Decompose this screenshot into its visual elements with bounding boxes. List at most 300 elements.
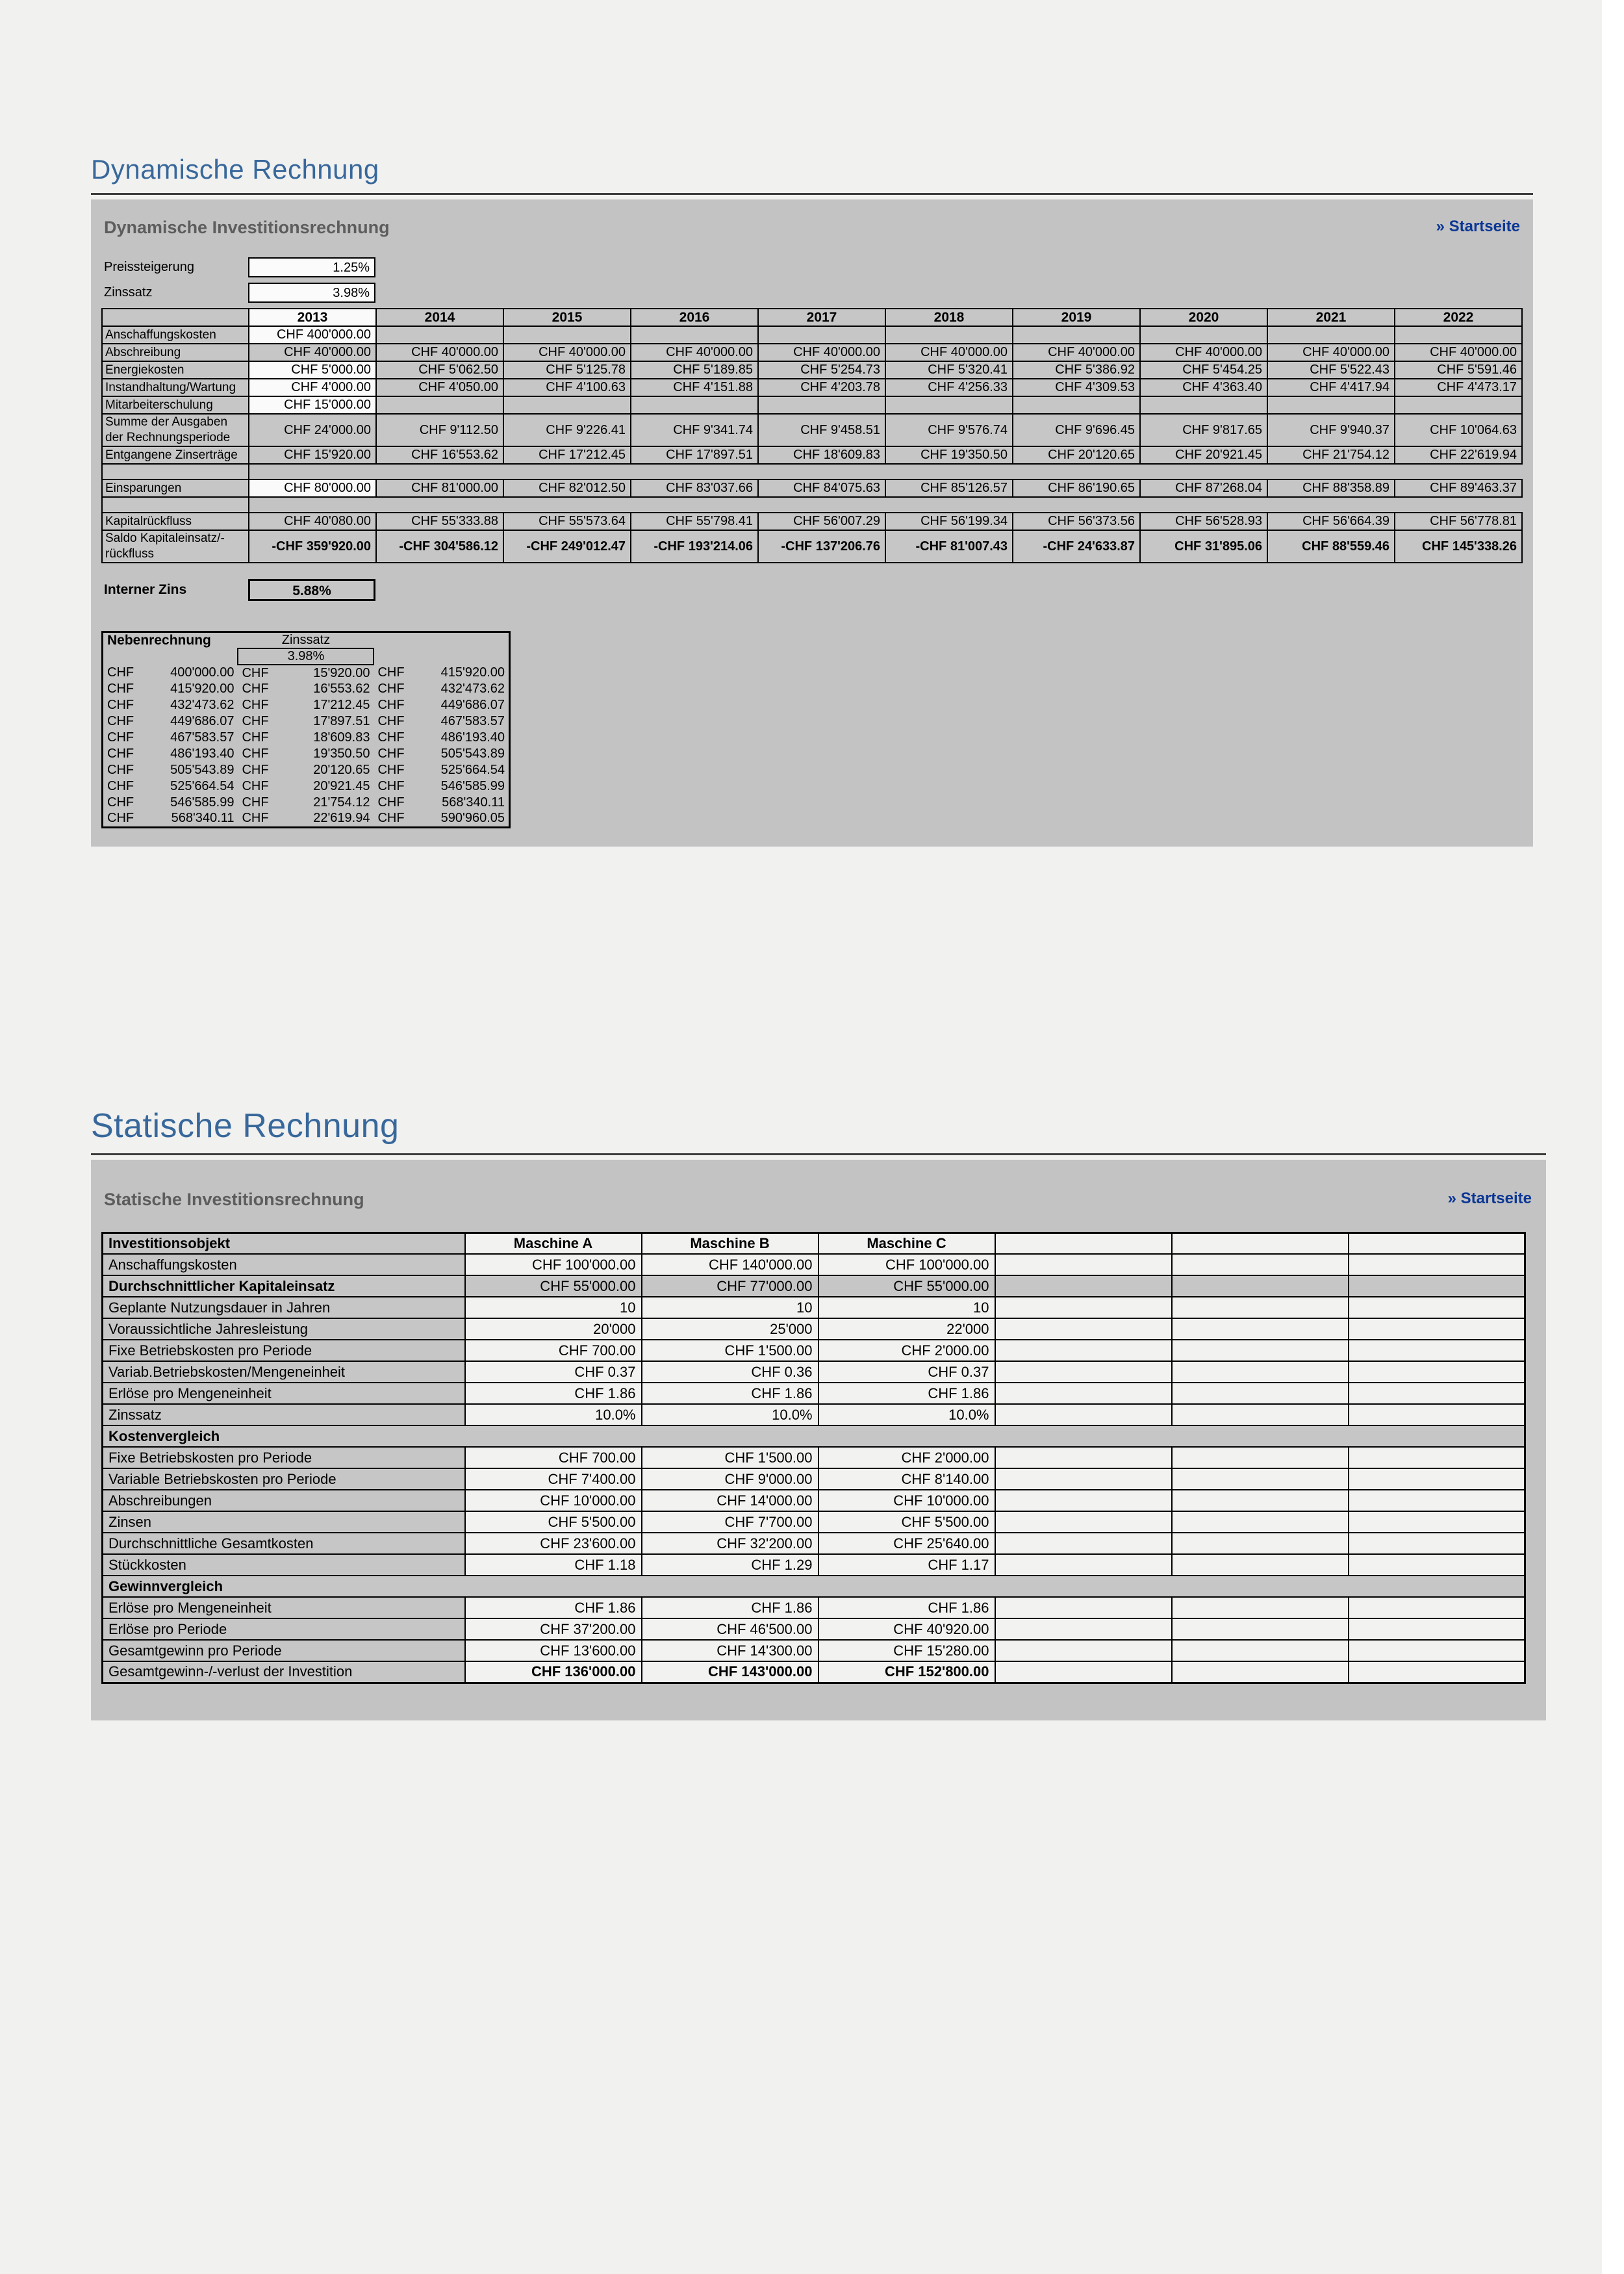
empty-cell [1349, 1533, 1525, 1554]
empty-cell [1172, 1533, 1349, 1554]
value-cell: CHF 100'000.00 [465, 1254, 642, 1275]
table-row [102, 530, 1522, 563]
value-cell: CHF 20'921.45 [1140, 446, 1267, 464]
row-label: Erlöse pro Mengeneinheit [103, 1383, 465, 1404]
startseite-link[interactable]: » Startseite [1447, 1189, 1532, 1207]
year-column-header: 2014 [376, 309, 503, 326]
value-cell: 25'000 [642, 1318, 818, 1340]
value-cell: CHF 1.17 [818, 1554, 995, 1576]
value-cell: 10 [465, 1297, 642, 1318]
amount-cell: 486'193.40 [408, 730, 510, 746]
side-calc-body [103, 665, 510, 827]
machine-column-header: Maschine A [465, 1233, 642, 1254]
table-row [102, 497, 1522, 513]
value-cell: CHF 40'000.00 [249, 344, 376, 361]
row-label: Variab.Betriebskosten/Mengeneinheit [103, 1361, 465, 1383]
currency-cell: CHF [238, 795, 272, 811]
value-cell: CHF 21'754.12 [1267, 446, 1395, 464]
dynamic-panel-header [101, 212, 1523, 238]
value-cell: CHF 140'000.00 [642, 1254, 818, 1275]
preissteigerung-input[interactable]: 1.25% [248, 257, 375, 277]
value-cell: CHF 56'528.93 [1140, 513, 1267, 530]
value-cell: CHF 40'080.00 [249, 513, 376, 530]
value-cell: CHF 77'000.00 [642, 1275, 818, 1297]
value-cell: CHF 84'075.63 [758, 479, 885, 497]
amount-cell: 449'686.07 [408, 697, 510, 713]
empty-cell [995, 1404, 1172, 1425]
value-cell: CHF 56'373.56 [1013, 513, 1140, 530]
value-cell: CHF 152'800.00 [818, 1661, 995, 1683]
value-cell: CHF 25'640.00 [818, 1533, 995, 1554]
value-cell: CHF 23'600.00 [465, 1533, 642, 1554]
value-cell: CHF 143'000.00 [642, 1661, 818, 1683]
empty-cell [1349, 1618, 1525, 1640]
value-cell: CHF 10'064.63 [1395, 414, 1522, 446]
value-cell: CHF 55'798.41 [631, 513, 758, 530]
currency-cell: CHF [238, 730, 272, 746]
table-row [103, 1340, 1525, 1361]
value-cell: CHF 5'454.25 [1140, 361, 1267, 379]
currency-cell: CHF [103, 762, 136, 778]
value-cell: CHF 0.36 [642, 1361, 818, 1383]
currency-cell: CHF [238, 681, 272, 697]
table-row [103, 1297, 1525, 1318]
row-label: Erlöse pro Mengeneinheit [103, 1597, 465, 1618]
value-cell: CHF 14'300.00 [642, 1640, 818, 1661]
value-cell: CHF 1.86 [465, 1383, 642, 1404]
value-cell: CHF 15'280.00 [818, 1640, 995, 1661]
empty-cell [995, 1618, 1172, 1640]
amount-cell: 467'583.57 [136, 730, 238, 746]
table-row [102, 446, 1522, 464]
table-row [103, 1447, 1525, 1468]
side-calc-row [103, 697, 510, 713]
input-cell[interactable]: CHF 5'000.00 [249, 361, 376, 379]
value-cell: CHF 5'386.92 [1013, 361, 1140, 379]
value-cell: CHF 9'458.51 [758, 414, 885, 446]
year-column-header: 2013 [249, 309, 376, 326]
amount-cell: 17'897.51 [272, 713, 374, 730]
value-cell: CHF 100'000.00 [818, 1254, 995, 1275]
row-label: Anschaffungskosten [103, 1254, 465, 1275]
currency-cell: CHF [103, 795, 136, 811]
section-dynamic [91, 154, 1602, 847]
value-cell [885, 396, 1013, 414]
side-calc-row [103, 713, 510, 730]
empty-cell [995, 1597, 1172, 1618]
internal-rate-row [101, 579, 1523, 601]
table-row [102, 379, 1522, 396]
currency-cell: CHF [374, 795, 407, 811]
value-cell [1013, 396, 1140, 414]
input-cell[interactable]: CHF 400'000.00 [249, 326, 376, 344]
empty-cell [1349, 1383, 1525, 1404]
value-cell: CHF 83'037.66 [631, 479, 758, 497]
amount-cell: 568'340.11 [136, 811, 238, 827]
value-cell [631, 326, 758, 344]
empty-cell [1172, 1383, 1349, 1404]
dynamic-panel-title: Dynamische Investitionsrechnung [104, 218, 390, 237]
value-cell: CHF 1.18 [465, 1554, 642, 1576]
input-cell[interactable]: CHF 15'000.00 [249, 396, 376, 414]
value-cell: 10 [818, 1297, 995, 1318]
empty-cell [995, 1447, 1172, 1468]
value-cell: CHF 56'778.81 [1395, 513, 1522, 530]
value-cell: CHF 136'000.00 [465, 1661, 642, 1683]
empty-cell [1172, 1640, 1349, 1661]
value-cell: CHF 9'112.50 [376, 414, 503, 446]
amount-cell: 525'664.54 [136, 778, 238, 795]
amount-cell: 19'350.50 [272, 746, 374, 762]
row-label: Durchschnittliche Gesamtkosten [103, 1533, 465, 1554]
value-cell: CHF 5'320.41 [885, 361, 1013, 379]
empty-cell [995, 1275, 1172, 1297]
value-cell: CHF 40'000.00 [885, 344, 1013, 361]
currency-cell: CHF [374, 730, 407, 746]
table-row [103, 1318, 1525, 1340]
empty-cell [995, 1254, 1172, 1275]
table-row [103, 1275, 1525, 1297]
value-cell: -CHF 81'007.43 [885, 530, 1013, 563]
amount-cell: 21'754.12 [272, 795, 374, 811]
value-cell: CHF 17'897.51 [631, 446, 758, 464]
currency-cell: CHF [103, 746, 136, 762]
table-header-row [102, 309, 1522, 326]
side-calc-row [103, 681, 510, 697]
row-label: Zinssatz [103, 1404, 465, 1425]
value-cell: CHF 8'140.00 [818, 1468, 995, 1490]
side-calc-row [103, 811, 510, 827]
static-panel-title: Statische Investitionsrechnung [104, 1189, 364, 1209]
row-label: Voraussichtliche Jahresleistung [103, 1318, 465, 1340]
value-cell: CHF 24'000.00 [249, 414, 376, 446]
empty-cell [995, 1361, 1172, 1383]
empty-cell [1349, 1404, 1525, 1425]
empty-cell [1172, 1361, 1349, 1383]
side-calc-row [103, 795, 510, 811]
value-cell: CHF 85'126.57 [885, 479, 1013, 497]
empty-cell [995, 1233, 1172, 1254]
currency-cell: CHF [238, 746, 272, 762]
value-cell [503, 326, 631, 344]
table-header-row [103, 1233, 1525, 1254]
value-cell: CHF 55'333.88 [376, 513, 503, 530]
value-cell: CHF 89'463.37 [1395, 479, 1522, 497]
table-row [102, 464, 1522, 479]
value-cell: CHF 40'000.00 [1013, 344, 1140, 361]
dynamic-parameters [101, 257, 1523, 303]
row-label: Erlöse pro Periode [103, 1618, 465, 1640]
section-title-static: Statische Rechnung [91, 1106, 400, 1145]
value-cell: CHF 10'000.00 [818, 1490, 995, 1511]
empty-cell [1172, 1447, 1349, 1468]
divider [91, 193, 1533, 195]
amount-cell: 590'960.05 [408, 811, 510, 827]
static-table [101, 1232, 1526, 1684]
value-cell: CHF 40'000.00 [1267, 344, 1395, 361]
value-cell: CHF 88'358.89 [1267, 479, 1395, 497]
row-label: Durchschnittlicher Kapitaleinsatz [103, 1275, 465, 1297]
row-label: Anschaffungskosten [102, 326, 249, 344]
value-cell: CHF 40'000.00 [758, 344, 885, 361]
amount-cell: 505'543.89 [408, 746, 510, 762]
value-cell: 22'000 [818, 1318, 995, 1340]
value-cell: CHF 56'199.34 [885, 513, 1013, 530]
currency-cell: CHF [238, 713, 272, 730]
currency-cell: CHF [238, 697, 272, 713]
amount-cell: 505'543.89 [136, 762, 238, 778]
value-cell: CHF 9'817.65 [1140, 414, 1267, 446]
value-cell: CHF 37'200.00 [465, 1618, 642, 1640]
amount-cell: 400'000.00 [136, 665, 238, 681]
currency-cell: CHF [374, 811, 407, 827]
table-row [102, 513, 1522, 530]
currency-cell: CHF [103, 778, 136, 795]
value-cell: CHF 1.86 [818, 1383, 995, 1404]
value-cell: CHF 82'012.50 [503, 479, 631, 497]
table-row [103, 1254, 1525, 1275]
empty-cell [1349, 1554, 1525, 1576]
empty-cell [1172, 1340, 1349, 1361]
currency-cell: CHF [103, 681, 136, 697]
value-cell: 10.0% [818, 1404, 995, 1425]
row-label: Einsparungen [102, 479, 249, 497]
empty-cell [1349, 1361, 1525, 1383]
empty-cell [1349, 1490, 1525, 1511]
value-cell: 10.0% [642, 1404, 818, 1425]
value-cell: CHF 81'000.00 [376, 479, 503, 497]
parameter-row [101, 257, 1523, 277]
value-cell [1395, 326, 1522, 344]
value-cell: CHF 1.86 [642, 1383, 818, 1404]
value-cell: CHF 1.86 [465, 1597, 642, 1618]
table-row [102, 344, 1522, 361]
table-row [102, 414, 1522, 446]
currency-cell: CHF [374, 681, 407, 697]
value-cell: CHF 9'940.37 [1267, 414, 1395, 446]
value-cell: CHF 14'000.00 [642, 1490, 818, 1511]
value-cell: CHF 15'920.00 [249, 446, 376, 464]
table-row [103, 1554, 1525, 1576]
empty-cell [103, 648, 238, 665]
empty-cell [995, 1468, 1172, 1490]
currency-cell: CHF [374, 778, 407, 795]
row-label: Energiekosten [102, 361, 249, 379]
value-cell: CHF 4'151.88 [631, 379, 758, 396]
empty-cell [1349, 1318, 1525, 1340]
empty-cell [995, 1383, 1172, 1404]
amount-cell: 546'585.99 [136, 795, 238, 811]
empty-cell [995, 1340, 1172, 1361]
value-cell: CHF 55'000.00 [818, 1275, 995, 1297]
value-cell [376, 326, 503, 344]
amount-cell: 415'920.00 [136, 681, 238, 697]
currency-cell: CHF [374, 665, 407, 681]
value-cell [503, 396, 631, 414]
value-cell: CHF 4'256.33 [885, 379, 1013, 396]
value-cell: CHF 5'254.73 [758, 361, 885, 379]
empty-cell [995, 1640, 1172, 1661]
value-cell: CHF 18'609.83 [758, 446, 885, 464]
value-cell: CHF 4'050.00 [376, 379, 503, 396]
year-column-header: 2015 [503, 309, 631, 326]
empty-cell [1172, 1318, 1349, 1340]
side-calculation-table [101, 631, 511, 828]
value-cell: CHF 5'500.00 [818, 1511, 995, 1533]
value-cell [1395, 396, 1522, 414]
empty-cell [1172, 1618, 1349, 1640]
empty-cell [1349, 1511, 1525, 1533]
table-row [103, 1490, 1525, 1511]
table-row [103, 1425, 1525, 1447]
value-cell: CHF 40'000.00 [503, 344, 631, 361]
value-cell: -CHF 193'214.06 [631, 530, 758, 563]
value-cell: CHF 5'500.00 [465, 1511, 642, 1533]
value-cell: CHF 700.00 [465, 1340, 642, 1361]
value-cell: CHF 40'000.00 [631, 344, 758, 361]
row-label: Geplante Nutzungsdauer in Jahren [103, 1297, 465, 1318]
value-cell: CHF 1'500.00 [642, 1340, 818, 1361]
row-label: Entgangene Zinserträge [102, 446, 249, 464]
value-cell [885, 326, 1013, 344]
value-cell: CHF 40'000.00 [1395, 344, 1522, 361]
static-panel [91, 1160, 1546, 1720]
startseite-link[interactable]: » Startseite [1436, 218, 1520, 235]
value-cell: CHF 56'007.29 [758, 513, 885, 530]
value-cell: CHF 145'338.26 [1395, 530, 1522, 563]
empty-cell [1172, 1554, 1349, 1576]
value-cell [1013, 326, 1140, 344]
amount-cell: 22'619.94 [272, 811, 374, 827]
value-cell: CHF 5'522.43 [1267, 361, 1395, 379]
value-cell: CHF 9'341.74 [631, 414, 758, 446]
row-label: Gesamtgewinn-/-verlust der Investition [103, 1661, 465, 1683]
value-cell: CHF 40'000.00 [376, 344, 503, 361]
side-calc-title: Nebenrechnung [103, 632, 238, 649]
side-calc-row [103, 762, 510, 778]
row-label: Fixe Betriebskosten pro Periode [103, 1447, 465, 1468]
spacer-label-cell [102, 464, 249, 479]
empty-cell [374, 648, 509, 665]
row-label: Zinsen [103, 1511, 465, 1533]
empty-cell [1349, 1640, 1525, 1661]
currency-cell: CHF [103, 811, 136, 827]
value-cell: 20'000 [465, 1318, 642, 1340]
value-cell: CHF 1.29 [642, 1554, 818, 1576]
value-cell: CHF 9'226.41 [503, 414, 631, 446]
year-column-header: 2017 [758, 309, 885, 326]
value-cell [1267, 326, 1395, 344]
static-panel-header [101, 1184, 1534, 1210]
table-row [103, 1533, 1525, 1554]
amount-cell: 525'664.54 [408, 762, 510, 778]
section-title-dynamic: Dynamische Rechnung [91, 154, 379, 185]
empty-cell [1349, 1254, 1525, 1275]
input-cell[interactable]: CHF 4'000.00 [249, 379, 376, 396]
value-cell: CHF 13'600.00 [465, 1640, 642, 1661]
side-calc-rate-value: 3.98% [238, 648, 374, 665]
value-cell: CHF 10'000.00 [465, 1490, 642, 1511]
value-cell: CHF 0.37 [465, 1361, 642, 1383]
table-row [103, 1576, 1525, 1597]
value-cell [1267, 396, 1395, 414]
value-cell: CHF 2'000.00 [818, 1340, 995, 1361]
empty-cell [995, 1318, 1172, 1340]
side-calc-row [103, 746, 510, 762]
value-cell: CHF 4'203.78 [758, 379, 885, 396]
amount-cell: 432'473.62 [136, 697, 238, 713]
empty-cell [995, 1511, 1172, 1533]
spacer-cell [249, 464, 1522, 479]
spacer-label-cell [102, 497, 249, 513]
row-label: Instandhaltung/Wartung [102, 379, 249, 396]
value-cell [1140, 326, 1267, 344]
divider [91, 1153, 1546, 1155]
table-row [103, 1468, 1525, 1490]
parameter-row [101, 283, 1523, 303]
row-label: Stückkosten [103, 1554, 465, 1576]
value-cell: CHF 40'920.00 [818, 1618, 995, 1640]
empty-cell [1172, 1233, 1349, 1254]
empty-cell [1349, 1340, 1525, 1361]
year-column-header: 2019 [1013, 309, 1140, 326]
currency-cell: CHF [238, 778, 272, 795]
row-label: Gesamtgewinn pro Periode [103, 1640, 465, 1661]
row-label: Fixe Betriebskosten pro Periode [103, 1340, 465, 1361]
machine-column-header: Maschine C [818, 1233, 995, 1254]
empty-cell [1172, 1254, 1349, 1275]
zinssatz-input[interactable]: 3.98% [248, 283, 375, 303]
value-cell: CHF 9'696.45 [1013, 414, 1140, 446]
amount-cell: 415'920.00 [408, 665, 510, 681]
table-row [103, 1511, 1525, 1533]
value-cell: CHF 4'417.94 [1267, 379, 1395, 396]
table-row [103, 1361, 1525, 1383]
value-cell: CHF 22'619.94 [1395, 446, 1522, 464]
machine-column-header: Maschine B [642, 1233, 818, 1254]
input-cell[interactable]: CHF 80'000.00 [249, 479, 376, 497]
table-row [103, 1383, 1525, 1404]
value-cell [758, 396, 885, 414]
value-cell: CHF 5'062.50 [376, 361, 503, 379]
value-cell: CHF 4'100.63 [503, 379, 631, 396]
value-cell: CHF 19'350.50 [885, 446, 1013, 464]
value-cell [1140, 396, 1267, 414]
amount-cell: 568'340.11 [408, 795, 510, 811]
value-cell: CHF 9'000.00 [642, 1468, 818, 1490]
currency-cell: CHF [103, 665, 136, 681]
amount-cell: 467'583.57 [408, 713, 510, 730]
empty-cell [995, 1533, 1172, 1554]
value-cell: CHF 31'895.06 [1140, 530, 1267, 563]
value-cell: CHF 88'559.46 [1267, 530, 1395, 563]
table-row [103, 632, 510, 649]
currency-cell: CHF [103, 713, 136, 730]
empty-cell [1172, 1490, 1349, 1511]
value-cell: CHF 5'591.46 [1395, 361, 1522, 379]
empty-cell [995, 1490, 1172, 1511]
table-row [102, 326, 1522, 344]
value-cell: -CHF 137'206.76 [758, 530, 885, 563]
table-row [102, 396, 1522, 414]
empty-cell [995, 1554, 1172, 1576]
corner-cell [102, 309, 249, 326]
amount-cell: 20'120.65 [272, 762, 374, 778]
value-cell: CHF 32'200.00 [642, 1533, 818, 1554]
value-cell: CHF 46'500.00 [642, 1618, 818, 1640]
value-cell: CHF 4'363.40 [1140, 379, 1267, 396]
amount-cell: 18'609.83 [272, 730, 374, 746]
